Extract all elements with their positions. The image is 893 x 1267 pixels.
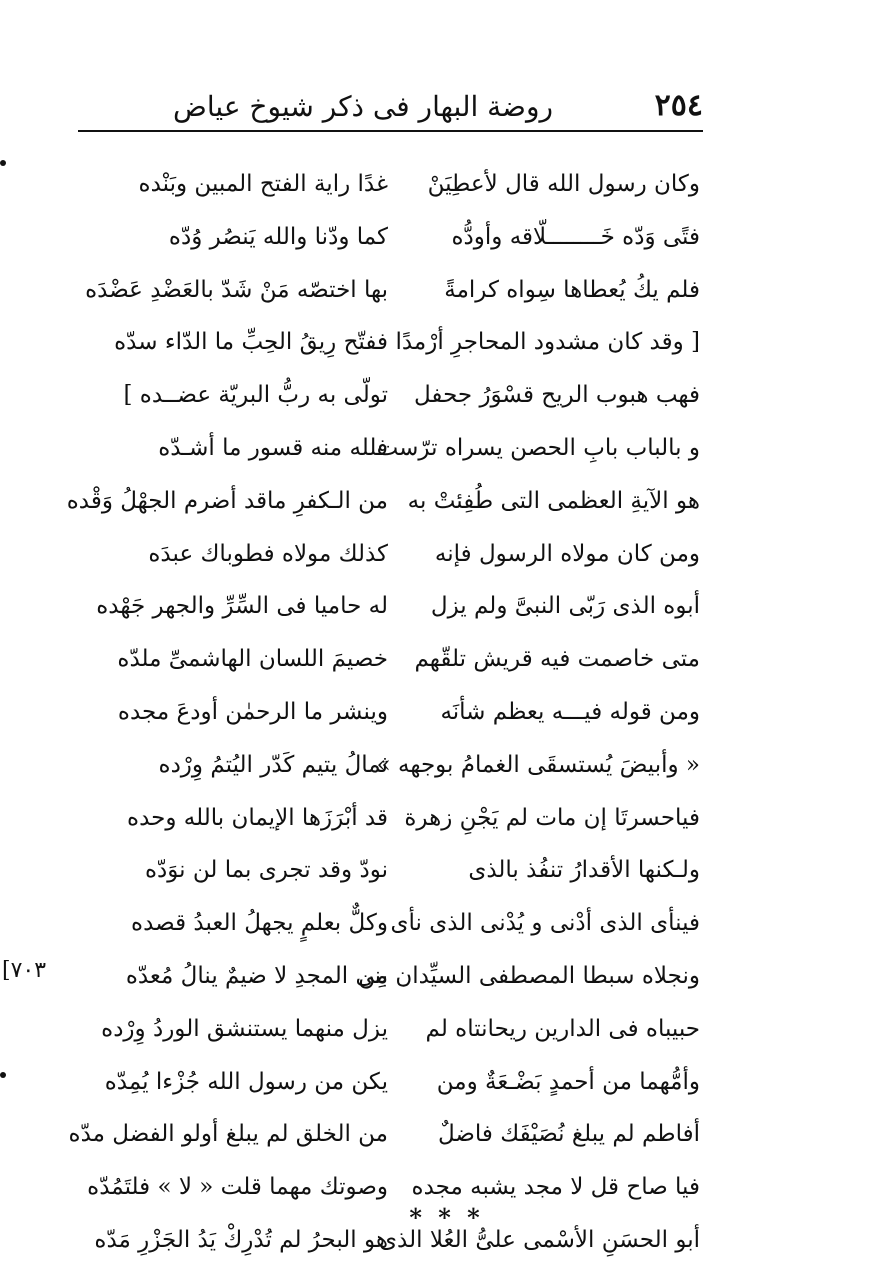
verse-hemistich: ولـكنها الأقدارُ تنفُذ بالذى [468, 857, 700, 884]
verse-hemistich: يكن من رسول الله جُزْءا يُمِدّه [104, 1068, 388, 1095]
verse-hemistich: وكان رسول الله قال لأعطِيَنْ [427, 171, 700, 197]
margin-reference-number: [٧٠٣ [2, 958, 47, 983]
verse-hemistich: و بالباب بابِ الحصن يسراه ترّست [376, 434, 700, 461]
verse-hemistich: وأمُّهما من أحمدٍ بَضْـعَةٌ ومن [436, 1068, 700, 1095]
verse-hemistich: له حاميا فى السِّرِّ والجهر جَهْده [96, 593, 388, 620]
verse-hemistich: من الخلق لم يبلغ أولو الفضل مدّه [68, 1121, 388, 1148]
verse-hemistich: أبو الحسَنِ الأسْمى علىُّ العُلا الذى [379, 1226, 700, 1253]
section-end-ornament: * * * [409, 1203, 484, 1232]
verse-hemistich: [ وقد كان مشدود المحاجرِ أرْمدًا [395, 329, 700, 356]
verse-hemistich: أبوه الذى رَبّى النبىَّ ولم يزل [430, 593, 700, 620]
verse-hemistich: بها اختصّه مَنْ شَدّ بالعَضْدِ عَضْدَه [85, 276, 388, 303]
page-number: ٢٥٤ [654, 88, 703, 123]
page-header [78, 78, 703, 132]
verse-hemistich: وكلٌّ بعلمٍ يجهلُ العبدُ قصده [131, 910, 388, 937]
verse-hemistich: ونجلاه سبطا المصطفى السيِّدان مِن [358, 962, 700, 989]
verse-hemistich: ثمالُ يتيم كَدّر اليُتمُ وِرْده [158, 751, 388, 778]
verse-hemistich: فيا صاح قل لا مجد يشبه مجده [411, 1174, 700, 1201]
verse-hemistich: حبيباه فى الدارين ريحانتاه لم [425, 1015, 700, 1042]
verse-hemistich: فلله منه قسور ما أشـدّه [158, 434, 388, 461]
running-title: روضة البهار فى ذكر شيوخ عياض [172, 90, 553, 123]
verse-hemistich: فينأى الذى أدْنى و يُدْنى الذى نأى [390, 910, 700, 937]
verse-hemistich: هو الآيةِ العظمى التى طُفِئتْ به [407, 487, 700, 514]
verse-hemistich: يزل منهما يستنشق الوردُ وِرْده [101, 1015, 388, 1042]
verse-hemistich: هو البحرُ لم تُدْرِكْ يَدُ الجَزْرِ مَدّه [94, 1226, 388, 1253]
verse-hemistich: بنى المجدِ لا ضيمٌ ينالُ مُعدّه [125, 962, 388, 989]
verse-hemistich: « وأبيضَ يُستسقَى الغمامُ بوجهه » [376, 751, 700, 778]
verse-hemistich: تولّى به ربُّ البريّة عضــده ] [123, 382, 388, 409]
poem-column-left [66, 158, 388, 1267]
verse-hemistich: وينشر ما الرحمٰن أودعَ مجده [117, 698, 388, 725]
verse-hemistich: فياحسرتَا إن مات لم يَجْنِ زهرة [404, 804, 700, 831]
verse-hemistich: من الـكفرِ ماقد أضرم الجهْلُ وَقْده [66, 487, 388, 514]
verse-hemistich: ففتّح رِيقُ الحِبِّ ما الدّاء سدّه [114, 329, 388, 356]
verse-hemistich: فهب هبوب الريح قسْوَرُ جحفل [414, 382, 700, 409]
verse-hemistich: كما ودّنا والله يَنصُر وُدّه [168, 223, 388, 250]
verse-hemistich: متى خاصمت فيه قريش تلقّهم [414, 646, 700, 673]
margin-dot-mark [0, 1072, 6, 1078]
verse-hemistich: خصيمَ اللسان الهاشمىِّ ملدّه [117, 646, 388, 673]
verse-hemistich: فلم يكُ يُعطاها سِواه كرامةً [444, 276, 700, 303]
verse-hemistich: كذلك مولاه فطوباك عبدَه [148, 540, 388, 567]
verse-hemistich: ومن كان مولاه الرسول فإنه [434, 540, 700, 567]
verse-hemistich: غدًا راية الفتح المبين وبَنْده [138, 171, 388, 197]
verse-hemistich: قد أبْرَزَها الإيمان بالله وحده [127, 804, 388, 831]
verse-hemistich: نودّ وقد تجرى بما لن نوَدّه [145, 857, 388, 884]
verse-hemistich: ومن قوله فيـــه يعظم شأنَه [440, 698, 700, 725]
verse-hemistich: وصوتك مهما قلت « لا » فلتَمُدّه [87, 1174, 388, 1201]
verse-hemistich: أفاطم لم يبلغ نُصَيْفَك فاضلٌ [437, 1121, 700, 1148]
verse-hemistich: فتًى وَدّه خَــــــــلّاقه وأودُّه [451, 223, 700, 250]
poem-column-right [358, 158, 700, 1267]
margin-dot-mark [0, 160, 6, 166]
